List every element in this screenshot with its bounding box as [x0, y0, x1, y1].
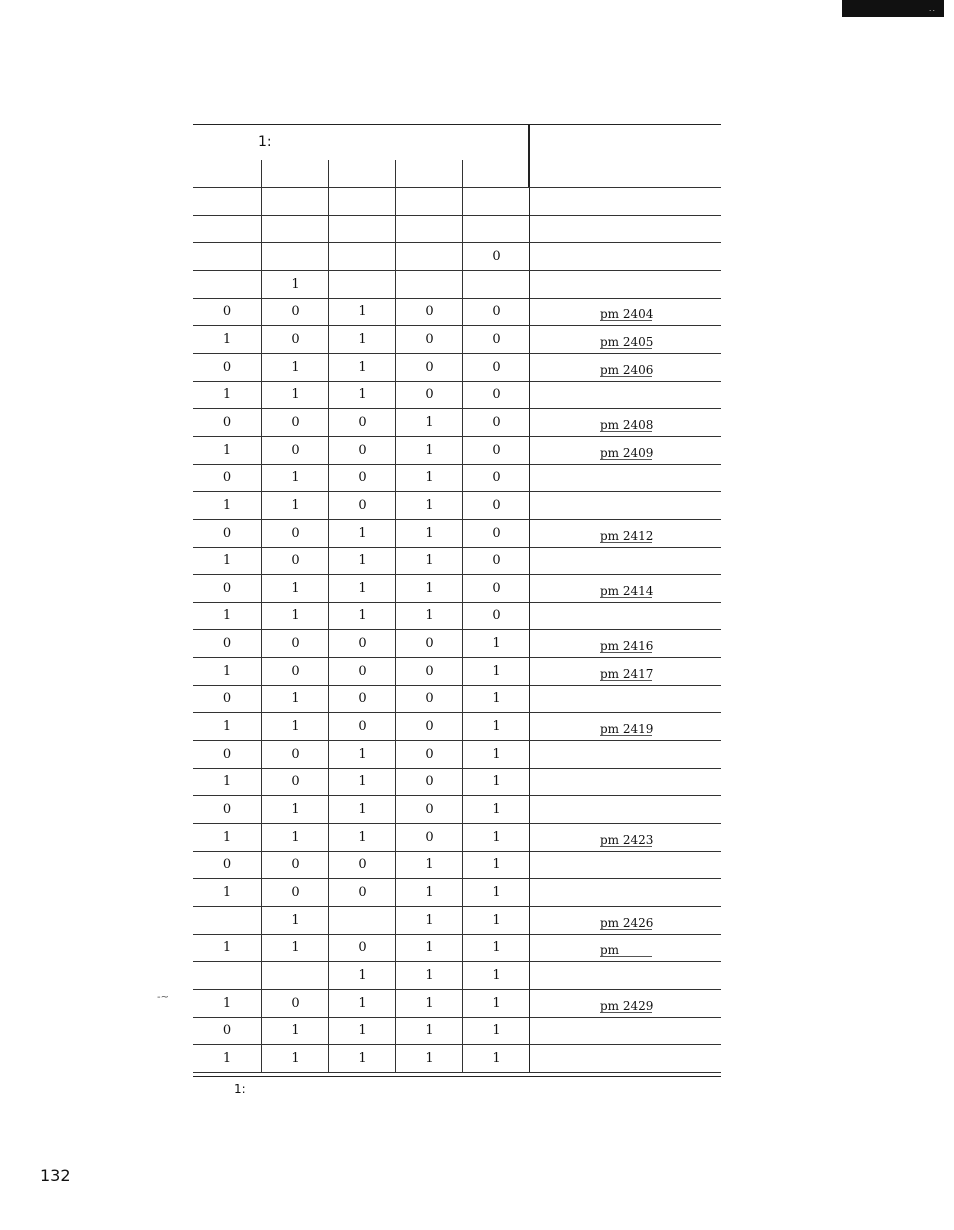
table-cell: 1: [261, 464, 329, 492]
table-cell: 0: [328, 409, 396, 437]
reference-underline: [600, 542, 652, 543]
table-cell: 0: [261, 658, 329, 686]
reference-label: pm 2416: [600, 639, 654, 653]
table-cell: 0: [222, 636, 232, 651]
table-cell: 1: [462, 630, 530, 658]
table-cell: 0: [462, 575, 530, 603]
table-row: [193, 962, 721, 990]
reference-underline: [600, 597, 652, 598]
table-cell: 1: [462, 1017, 530, 1045]
table-cell: 1: [462, 768, 530, 796]
table-cell: 0: [462, 243, 530, 271]
table-cell: 1: [222, 442, 232, 458]
table-cell: 1: [395, 547, 463, 575]
table-cell: 1: [462, 934, 530, 962]
table-cell: 0: [261, 630, 329, 658]
table-cell: [328, 243, 396, 271]
table-row: [193, 658, 721, 686]
table-cell: 1: [261, 492, 329, 520]
reference-underline: [600, 320, 652, 321]
table-cell: 1: [222, 387, 232, 403]
table-cell: 0: [395, 685, 463, 713]
reference-label: pm 2409: [600, 445, 654, 460]
table-row: [193, 520, 721, 548]
reference-label: pm: [600, 943, 620, 958]
table-cell: 1: [395, 907, 463, 935]
table-cell: 1: [462, 851, 530, 879]
table-cell: 1: [261, 271, 329, 299]
table-cell: [462, 215, 530, 243]
table-cell: [462, 271, 530, 299]
table-cell: [193, 215, 261, 243]
table-cell: [395, 160, 463, 188]
reference-cell: [529, 630, 722, 658]
reference-cell: [529, 602, 722, 630]
table-cell: 0: [395, 824, 463, 852]
table-bottom-rule: [193, 1076, 721, 1077]
table-cell: 0: [462, 354, 530, 382]
table-row: [193, 1017, 721, 1045]
table-cell: [193, 188, 261, 216]
table-row: [193, 464, 721, 492]
reference-label: pm 2423: [600, 832, 654, 847]
table-row: [193, 188, 721, 216]
table-cell: 1: [222, 663, 232, 679]
table-cell: 1: [328, 298, 396, 326]
table-cell: 0: [328, 464, 396, 492]
table-cell: 0: [328, 658, 396, 686]
table-cell: 0: [222, 801, 232, 817]
table-cell: [193, 271, 261, 299]
reference-underline: [600, 652, 652, 653]
table-cell: 0: [261, 879, 329, 907]
table-cell: 1: [261, 796, 329, 824]
table-cell: 1: [395, 437, 463, 465]
table-cell: [261, 243, 329, 271]
table-cell: 0: [222, 525, 232, 541]
reference-cell: [529, 824, 722, 852]
table-row: [193, 243, 721, 271]
reference-cell: [529, 741, 722, 769]
table-cell: 1: [395, 962, 463, 990]
table-cell: 0: [462, 464, 530, 492]
reference-cell: [529, 243, 722, 271]
table-cell: 1: [462, 741, 530, 769]
reference-underline: [600, 846, 652, 847]
table-cell: 1: [462, 824, 530, 852]
table-cell: 1: [462, 796, 530, 824]
reference-label: pm 2414: [600, 583, 654, 598]
table-cell: 1: [395, 990, 463, 1018]
table-cell: 0: [462, 602, 530, 630]
reference-cell: [529, 381, 722, 409]
table-cell: 0: [462, 298, 530, 326]
table-cell: 0: [462, 547, 530, 575]
table-cell: 0: [222, 580, 232, 596]
reference-label: pm 2404: [600, 307, 654, 322]
page-number: 132: [40, 1166, 71, 1185]
table-cell: 1: [261, 713, 329, 741]
table-top-rule: [193, 124, 721, 125]
table-row: [193, 990, 721, 1018]
table-cell: 0: [395, 741, 463, 769]
table-cell: [462, 160, 530, 188]
table-cell: [328, 271, 396, 299]
reference-cell: [529, 354, 722, 382]
reference-label: pm 2406: [600, 362, 654, 377]
table-cell: 1: [328, 962, 396, 990]
table-cell: 0: [261, 520, 329, 548]
reference-cell: [529, 547, 722, 575]
table-row: [193, 768, 721, 796]
table-cell: 1: [328, 547, 396, 575]
table-cell: 1: [261, 575, 329, 603]
table-cell: 1: [222, 719, 232, 734]
table-cell: 1: [222, 829, 232, 845]
table-cell: 0: [222, 304, 232, 320]
table-cell: 0: [395, 381, 463, 409]
reference-cell: [529, 658, 722, 686]
table-cell: 1: [395, 1045, 463, 1073]
table-cell: [193, 160, 261, 188]
table-cell: 1: [328, 796, 396, 824]
table-row: [193, 381, 721, 409]
table-cell: [328, 215, 396, 243]
table-cell: 0: [222, 746, 232, 762]
table-cell: 1: [328, 1045, 396, 1073]
table-cell: 1: [328, 326, 396, 354]
table-row: [193, 160, 721, 188]
reference-underline: [600, 348, 652, 349]
table-row: [193, 713, 721, 741]
reference-cell: [529, 575, 722, 603]
table-cell: 0: [328, 437, 396, 465]
table-row: [193, 271, 721, 299]
reference-cell: [529, 907, 722, 935]
table-cell: 1: [261, 934, 329, 962]
reference-cell: [529, 990, 722, 1018]
table-cell: 0: [395, 630, 463, 658]
table-cell: 0: [261, 990, 329, 1018]
reference-cell: [529, 188, 722, 216]
table-cell: 1: [222, 608, 232, 624]
table-cell: 0: [222, 470, 232, 486]
table-cell: 1: [222, 884, 232, 900]
reference-underline: [600, 956, 652, 957]
table-cell: 1: [395, 575, 463, 603]
table-row: [193, 354, 721, 382]
reference-underline: [600, 431, 652, 432]
table-cell: 1: [395, 879, 463, 907]
table-cell: 1: [222, 553, 232, 569]
table-cell: [261, 160, 329, 188]
reference-cell: [529, 934, 722, 962]
reference-cell: [529, 160, 722, 188]
table-cell: 1: [222, 497, 232, 513]
table-cell: [193, 907, 261, 935]
table-cell: 0: [462, 409, 530, 437]
table-cell: [193, 243, 261, 271]
corner-mark: ..: [928, 4, 936, 13]
table-cell: 1: [328, 741, 396, 769]
table-row: [193, 326, 721, 354]
table-cell: 0: [395, 658, 463, 686]
table-cell: 1: [261, 354, 329, 382]
table-cell: [462, 188, 530, 216]
table-cell: 1: [222, 774, 232, 790]
table-row: [193, 741, 721, 769]
table-cell: [395, 215, 463, 243]
table-cell: [261, 215, 329, 243]
table-cell: 0: [395, 768, 463, 796]
table-cell: 1: [261, 907, 329, 935]
table-cell: 0: [328, 492, 396, 520]
table-cell: 0: [222, 691, 232, 707]
table-row: [193, 934, 721, 962]
table-cell: [328, 907, 396, 935]
reference-label: pm 2417: [600, 666, 654, 681]
reference-cell: [529, 437, 722, 465]
table-cell: [328, 160, 396, 188]
table-cell: 1: [328, 520, 396, 548]
table-cell: [395, 271, 463, 299]
table-cell: 0: [462, 492, 530, 520]
table-cell: 0: [261, 409, 329, 437]
table-cell: 0: [222, 1023, 232, 1039]
table-cell: [193, 962, 261, 990]
table-cell: 0: [328, 851, 396, 879]
table-cell: 1: [462, 907, 530, 935]
table-cell: 0: [222, 359, 232, 375]
table-cell: 1: [395, 1017, 463, 1045]
table-cell: 1: [462, 879, 530, 907]
table-cell: 1: [462, 990, 530, 1018]
table-cell: 0: [261, 768, 329, 796]
table-cell: 1: [328, 575, 396, 603]
table-cell: 1: [395, 934, 463, 962]
table-cell: 0: [222, 414, 232, 430]
table-cell: 1: [328, 602, 396, 630]
table-cell: 0: [462, 520, 530, 548]
table-cell: 0: [462, 326, 530, 354]
table-row: [193, 879, 721, 907]
footnote-label: 1:: [234, 1082, 246, 1096]
table-row: [193, 492, 721, 520]
table-row: [193, 575, 721, 603]
table-cell: 0: [328, 630, 396, 658]
reference-cell: [529, 1017, 722, 1045]
table-cell: 1: [395, 520, 463, 548]
table-cell: 0: [462, 437, 530, 465]
table-cell: 1: [261, 685, 329, 713]
table-cell: 0: [261, 741, 329, 769]
reference-cell: [529, 879, 722, 907]
reference-label: pm 2419: [600, 722, 654, 736]
table-cell: 1: [395, 492, 463, 520]
reference-cell: [529, 492, 722, 520]
table-cell: 0: [328, 685, 396, 713]
table-cell: 0: [261, 437, 329, 465]
table-cell: 1: [261, 381, 329, 409]
reference-cell: [529, 271, 722, 299]
reference-cell: [529, 464, 722, 492]
table-cell: 0: [395, 326, 463, 354]
reference-cell: [529, 851, 722, 879]
table-row: [193, 685, 721, 713]
reference-cell: [529, 409, 722, 437]
reference-underline: [600, 459, 652, 460]
table-cell: 0: [261, 298, 329, 326]
corner-bar: [842, 0, 944, 17]
table-cell: 1: [261, 824, 329, 852]
row-rule: [193, 1072, 721, 1073]
table-cell: 1: [328, 990, 396, 1018]
table-row: [193, 547, 721, 575]
table-cell: 1: [222, 1050, 232, 1066]
reference-cell: [529, 713, 722, 741]
table-cell: 0: [395, 298, 463, 326]
table-cell: [328, 188, 396, 216]
table-cell: [395, 243, 463, 271]
table-cell: 1: [261, 1017, 329, 1045]
table-cell: 1: [328, 824, 396, 852]
reference-underline: [600, 929, 652, 930]
table-row: [193, 409, 721, 437]
table-row: [193, 1045, 721, 1073]
reference-cell: [529, 520, 722, 548]
table-cell: 1: [328, 768, 396, 796]
table-cell: 0: [328, 713, 396, 741]
table-cell: 0: [261, 326, 329, 354]
table-cell: 0: [395, 796, 463, 824]
reference-label: pm 2429: [600, 998, 654, 1013]
table-cell: 1: [462, 658, 530, 686]
table-cell: 1: [395, 851, 463, 879]
table-cell: 0: [395, 713, 463, 741]
table-cell: 1: [462, 1045, 530, 1073]
table-cell: 0: [261, 547, 329, 575]
reference-label: pm 2426: [600, 915, 654, 930]
table-row: [193, 907, 721, 935]
table-row: [193, 215, 721, 243]
table-row: [193, 437, 721, 465]
table-row: [193, 824, 721, 852]
table-row: [193, 796, 721, 824]
header-label: 1:: [258, 134, 272, 150]
table-cell: 1: [462, 962, 530, 990]
reference-cell: [529, 1045, 722, 1073]
reference-cell: [529, 796, 722, 824]
reference-cell: [529, 768, 722, 796]
table-cell: 0: [222, 857, 232, 873]
reference-underline: [600, 1012, 652, 1013]
table-cell: 1: [261, 602, 329, 630]
table-row: [193, 298, 721, 326]
table-cell: 0: [261, 851, 329, 879]
table-cell: 0: [328, 879, 396, 907]
table-row: [193, 630, 721, 658]
table-cell: 1: [261, 1045, 329, 1073]
table-cell: 1: [328, 381, 396, 409]
table-cell: 1: [462, 713, 530, 741]
reference-cell: [529, 298, 722, 326]
reference-label: pm 2408: [600, 417, 654, 432]
reference-underline: [600, 735, 652, 736]
table-cell: 0: [462, 381, 530, 409]
table-cell: [395, 188, 463, 216]
table-cell: 0: [328, 934, 396, 962]
reference-underline: [600, 680, 652, 681]
reference-cell: [529, 326, 722, 354]
stray-mark: -~: [157, 992, 169, 1003]
reference-underline: [600, 376, 652, 377]
reference-cell: [529, 215, 722, 243]
table-row: [193, 602, 721, 630]
reference-label: pm 2405: [600, 334, 654, 349]
table-cell: [261, 962, 329, 990]
reference-cell: [529, 685, 722, 713]
table-cell: 1: [222, 995, 232, 1011]
table-cell: 1: [328, 1017, 396, 1045]
table-cell: 1: [222, 331, 232, 347]
table-cell: 1: [462, 685, 530, 713]
table-cell: 1: [222, 940, 232, 956]
table-cell: 0: [395, 354, 463, 382]
table-cell: 1: [395, 409, 463, 437]
table-row: [193, 851, 721, 879]
table-cell: 1: [395, 602, 463, 630]
reference-cell: [529, 962, 722, 990]
table-cell: [261, 188, 329, 216]
table-cell: 1: [328, 354, 396, 382]
table-cell: 1: [395, 464, 463, 492]
reference-label: pm 2412: [600, 528, 654, 543]
